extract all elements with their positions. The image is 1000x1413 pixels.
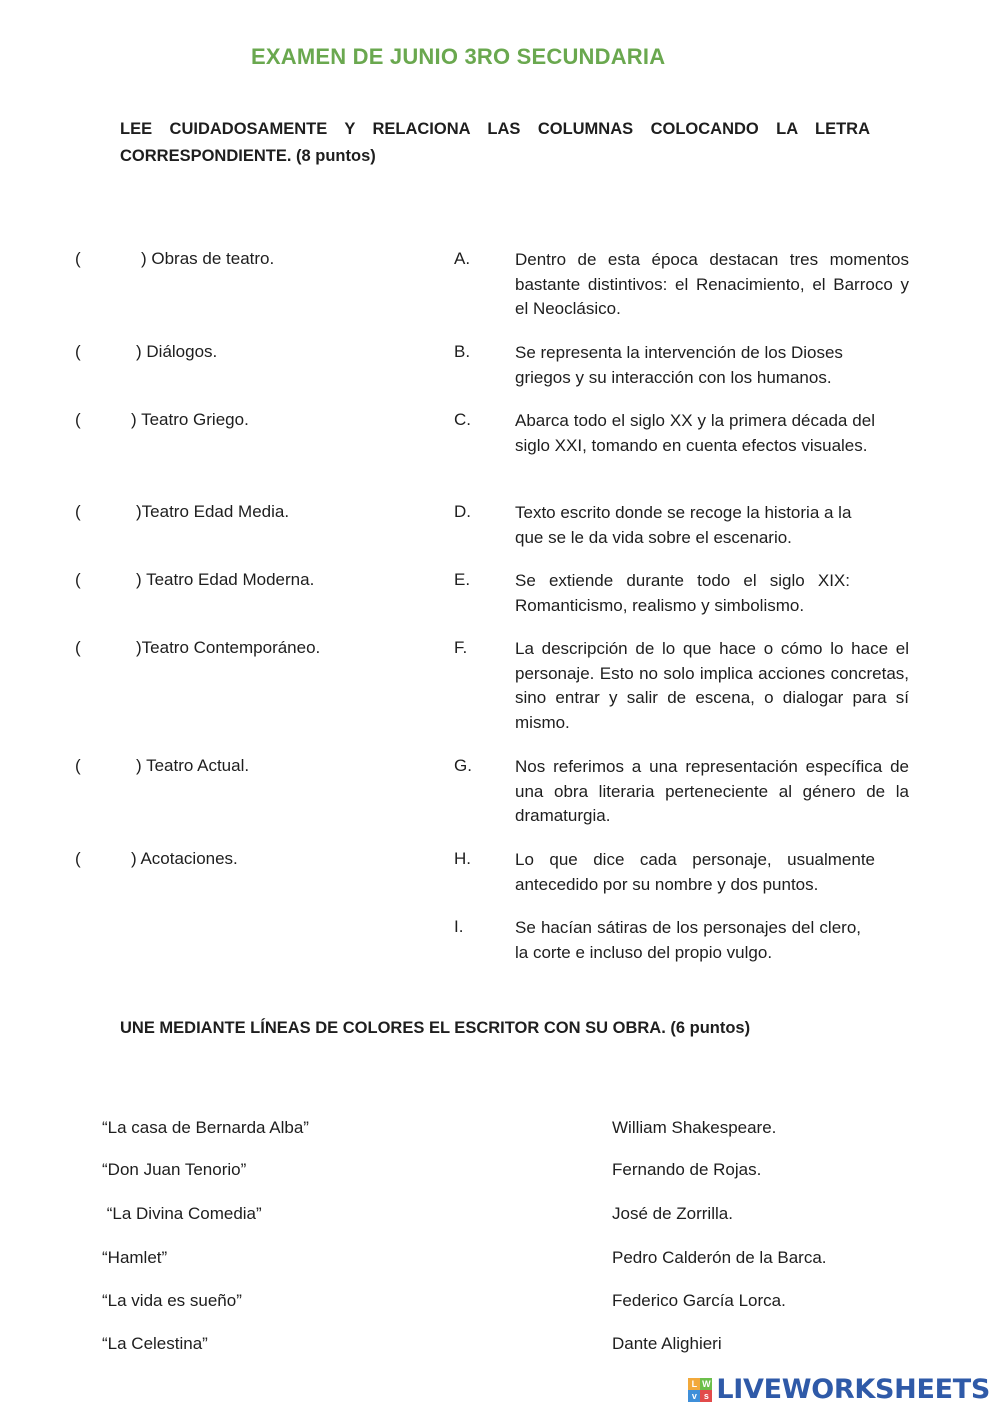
logo-icon-cell: W <box>702 1378 711 1389</box>
work-title: “La Celestina” <box>102 1334 208 1353</box>
option-letter: B. <box>454 342 471 361</box>
instruction-match-authors: UNE MEDIANTE LÍNEAS DE COLORES EL ESCRITOR CON SU OBRA. (6 puntos) <box>120 1019 751 1037</box>
answer-blank-open: ( <box>75 502 81 521</box>
option-description: La descripción de lo que hace o cómo lo hace el personaje. Esto no solo implica acciones concretas, sino entrar y salir de escena, o dialogar para sí mismo. <box>515 639 909 732</box>
item-label: ) Diálogos. <box>136 342 218 361</box>
option-description: Se extiende durante todo el siglo XIX: Romanticismo, realismo y simbolismo. <box>515 571 850 615</box>
author-name: Federico García Lorca. <box>612 1291 786 1310</box>
option-letter: H. <box>454 849 471 868</box>
option-description: Dentro de esta época destacan tres momentos bastante distintivos: el Renacimiento, el Barroco y el Neoclásico. <box>515 250 909 318</box>
instruction-relate-columns-line1: LEE CUIDADOSAMENTE Y RELACIONA LAS COLUMNAS COLOCANDO LA LETRA <box>120 120 870 138</box>
work-title: “La casa de Bernarda Alba” <box>102 1118 309 1137</box>
author-name: Dante Alighieri <box>612 1334 722 1353</box>
answer-blank-open: ( <box>75 249 81 268</box>
liveworksheets-logo-text: LIVEWORKSHEETS <box>716 1374 990 1405</box>
logo-icon-cell: L <box>688 1378 700 1390</box>
option-letter: F. <box>454 638 468 657</box>
liveworksheets-logo-icon <box>688 1378 712 1402</box>
logo-icon-cell: s <box>700 1390 712 1402</box>
answer-blank-open: ( <box>75 849 81 868</box>
item-label: ) Teatro Edad Moderna. <box>136 570 315 589</box>
work-title: “Hamlet” <box>102 1248 168 1267</box>
option-letter: G. <box>454 756 472 775</box>
instruction-relate-columns-line2: CORRESPONDIENTE. (8 puntos) <box>120 147 376 165</box>
option-letter: I. <box>454 917 464 936</box>
author-name: William Shakespeare. <box>612 1118 777 1137</box>
option-letter: D. <box>454 502 471 521</box>
answer-blank-open: ( <box>75 570 81 589</box>
author-name: Fernando de Rojas. <box>612 1160 762 1179</box>
item-label: )Teatro Edad Media. <box>136 502 290 521</box>
page-title: EXAMEN DE JUNIO 3RO SECUNDARIA <box>251 44 666 69</box>
answer-blank-open: ( <box>75 410 81 429</box>
option-letter: A. <box>454 249 471 268</box>
option-description: Texto escrito donde se recoge la historia a la que se le da vida sobre el escenario. <box>515 503 852 547</box>
author-name: José de Zorrilla. <box>612 1204 733 1223</box>
item-label: ) Teatro Actual. <box>136 756 250 775</box>
item-label: ) Teatro Griego. <box>131 410 249 429</box>
option-letter: E. <box>454 570 471 589</box>
answer-blank-open: ( <box>75 638 81 657</box>
work-title: “La vida es sueño” <box>102 1291 242 1310</box>
item-label: ) Acotaciones. <box>131 849 238 868</box>
option-description: Se representa la intervención de los Dioses griegos y su interacción con los humanos. <box>515 343 843 387</box>
item-label: ) Obras de teatro. <box>141 249 275 268</box>
author-name: Pedro Calderón de la Barca. <box>612 1248 827 1267</box>
option-description: Nos referimos a una representación específica de una obra literaria perteneciente al género de la dramaturgia. <box>515 757 909 825</box>
answer-blank-open: ( <box>75 756 81 775</box>
option-description: Se hacían sátiras de los personajes del clero, la corte e incluso del propio vulgo. <box>515 918 861 962</box>
work-title: “Don Juan Tenorio” <box>102 1160 247 1179</box>
option-description: Lo que dice cada personaje, usualmente antecedido por su nombre y dos puntos. <box>515 850 875 894</box>
answer-blank-open: ( <box>75 342 81 361</box>
logo-icon-cell: v <box>688 1390 700 1402</box>
item-label: )Teatro Contemporáneo. <box>136 638 321 657</box>
option-description: Abarca todo el siglo XX y la primera década del siglo XXI, tomando en cuenta efectos visuales. <box>515 411 875 455</box>
work-title: “La Divina Comedia” <box>102 1204 262 1223</box>
option-letter: C. <box>454 410 471 429</box>
liveworksheets-logo <box>688 1374 990 1405</box>
